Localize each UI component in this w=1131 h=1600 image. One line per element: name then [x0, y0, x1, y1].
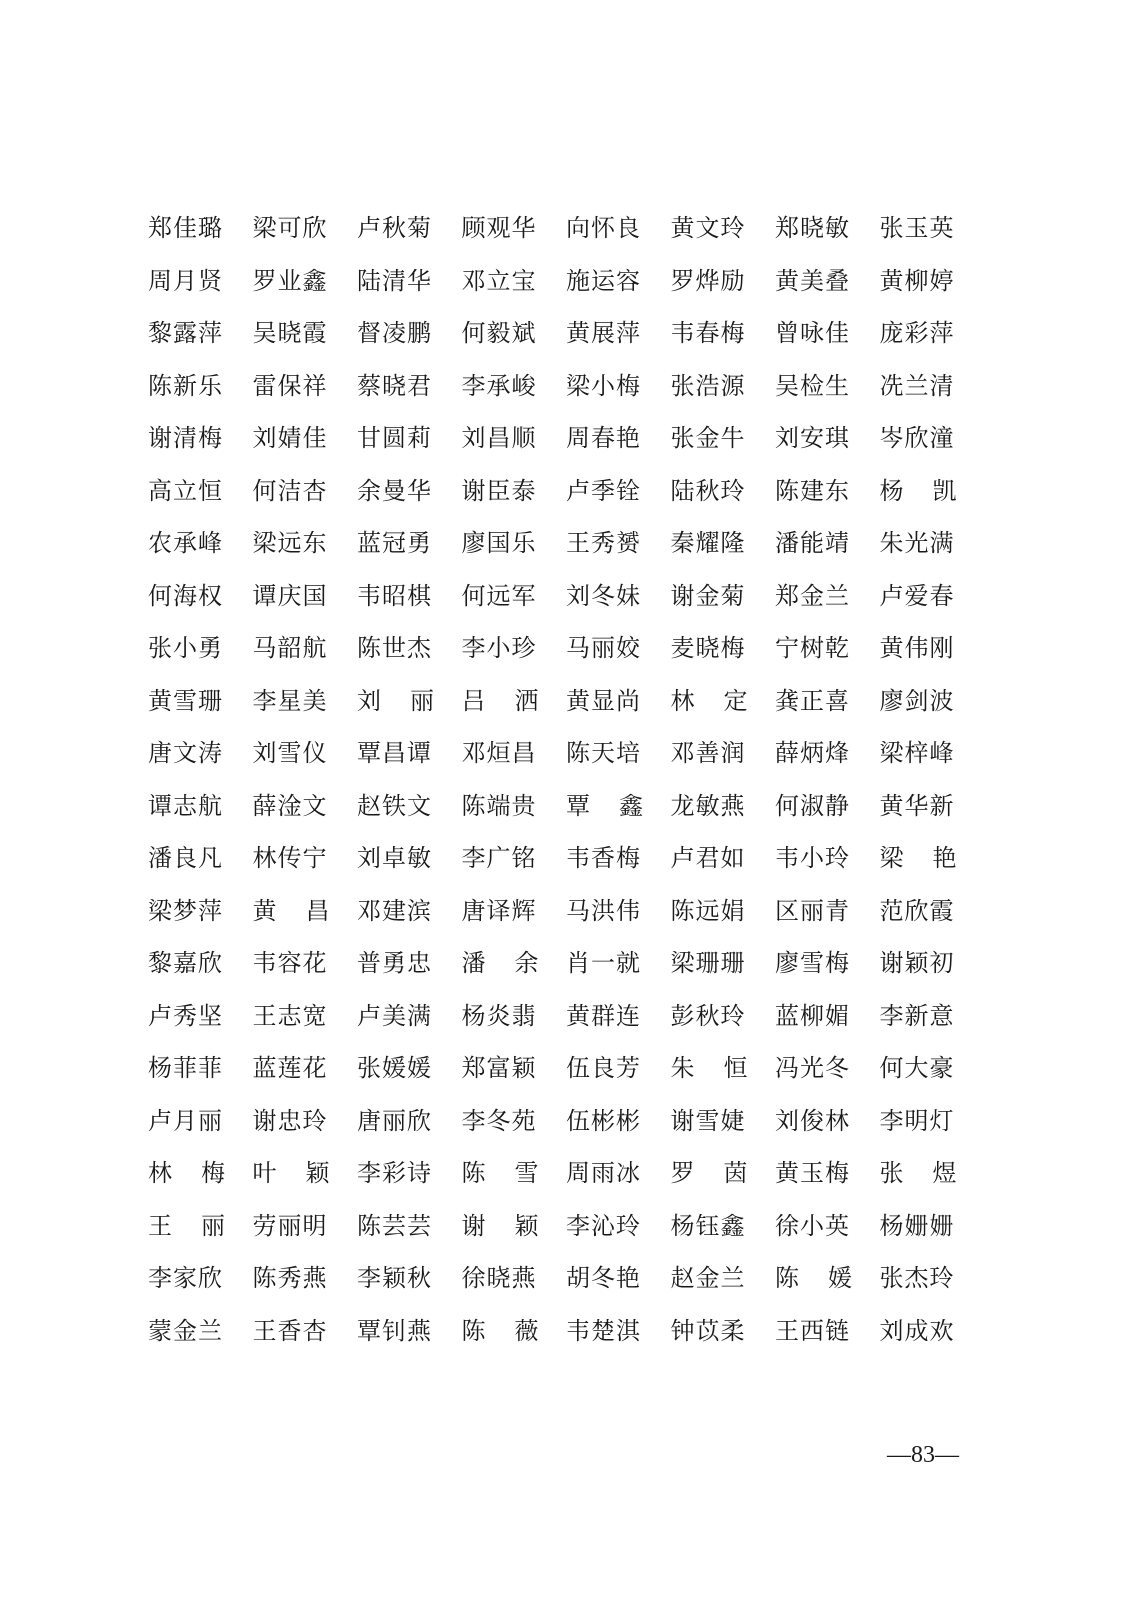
- name-entry: 唐译辉: [461, 896, 537, 925]
- name-entry: 谭志航: [148, 791, 223, 820]
- name-entry: 唐丽欣: [357, 1106, 432, 1135]
- name-entry: 谢颖初: [879, 949, 955, 977]
- name-entry: 麦晓梅: [670, 634, 746, 662]
- name-entry: 周雨冰: [566, 1159, 641, 1187]
- name-entry: 邓立宝: [461, 266, 537, 295]
- name-entry: 农承峰: [148, 529, 223, 557]
- name-entry: 李家欣: [148, 1264, 223, 1292]
- name-entry: 劳丽明: [252, 1211, 328, 1240]
- name-entry: 卢爱春: [879, 581, 955, 610]
- name-entry: 肖一就: [566, 949, 641, 977]
- name-entry: 黄玉梅: [775, 1159, 850, 1187]
- name-entry: 宁树乾: [775, 634, 850, 662]
- name-entry: 龚正喜: [775, 686, 850, 715]
- name-entry: 李颖秋: [357, 1264, 432, 1292]
- name-entry: 李冬苑: [461, 1106, 537, 1135]
- name-entry: 朱光满: [879, 529, 955, 557]
- name-entry: 杨钰鑫: [670, 1211, 746, 1240]
- name-entry: 谢臣泰: [461, 476, 537, 505]
- name-entry: 梁远东: [252, 529, 328, 557]
- name-entry: 张浩源: [670, 371, 746, 400]
- name-entry: 谢清梅: [148, 424, 223, 452]
- name-entry: 钟苡柔: [670, 1316, 746, 1345]
- name-entry: 卢秀坚: [148, 1001, 223, 1030]
- name-entry: 韦昭棋: [357, 581, 432, 610]
- name-entry: 陈世杰: [357, 634, 432, 662]
- page-number: —83—: [887, 1442, 959, 1468]
- name-entry: 黄昌: [252, 896, 331, 925]
- name-entry: 叶颖: [252, 1159, 331, 1187]
- name-entry: 张小勇: [148, 634, 223, 662]
- name-entry: 刘昌顺: [461, 424, 537, 452]
- name-entry: 刘安琪: [775, 424, 850, 452]
- name-entry: 潘能靖: [775, 529, 850, 557]
- name-entry: 普勇忠: [357, 949, 432, 977]
- name-entry: 赵铁文: [357, 791, 432, 820]
- name-entry: 周月贤: [148, 266, 223, 295]
- name-entry: 刘成欢: [879, 1316, 955, 1345]
- name-entry: 李明灯: [879, 1106, 955, 1135]
- name-entry: 曾咏佳: [775, 319, 850, 347]
- name-entry: 刘丽: [357, 686, 435, 715]
- name-entry: 梁可欣: [252, 214, 328, 242]
- name-entry: 卢季铨: [566, 476, 641, 505]
- name-entry: 潘余: [461, 949, 540, 977]
- name-entry: 陈天培: [566, 739, 641, 767]
- name-entry: 王志宽: [252, 1001, 328, 1030]
- name-entry: 何淑静: [775, 791, 850, 820]
- name-entry: 李承峻: [461, 371, 537, 400]
- name-entry: 龙敏燕: [670, 791, 746, 820]
- name-entry: 雷保祥: [252, 371, 328, 400]
- name-entry: 梁小梅: [566, 371, 641, 400]
- name-entry: 谢雪婕: [670, 1106, 746, 1135]
- name-entry: 高立恒: [148, 476, 223, 505]
- name-entry: 谢颖: [461, 1211, 540, 1240]
- name-entry: 李新意: [879, 1001, 955, 1030]
- name-entry: 庞彩萍: [879, 319, 955, 347]
- name-entry: 胡冬艳: [566, 1264, 641, 1292]
- name-entry: 王秀赟: [566, 529, 641, 557]
- name-entry: 覃鑫: [566, 791, 644, 820]
- name-entry: 刘俊林: [775, 1106, 850, 1135]
- name-entry: 徐小英: [775, 1211, 850, 1240]
- name-entry: 区丽青: [775, 896, 850, 925]
- name-entry: 谢金菊: [670, 581, 746, 610]
- name-entry: 徐晓燕: [461, 1264, 537, 1292]
- name-entry: 彭秋玲: [670, 1001, 746, 1030]
- name-entry: 张金牛: [670, 424, 746, 452]
- name-entry: 秦耀隆: [670, 529, 746, 557]
- name-entry: 郑佳璐: [148, 214, 223, 242]
- name-entry: 邓烜昌: [461, 739, 537, 767]
- name-entry: 韦容花: [252, 949, 328, 977]
- name-entry: 罗烨励: [670, 266, 746, 295]
- name-entry: 杨菲菲: [148, 1054, 223, 1082]
- name-entry: 刘雪仪: [252, 739, 328, 767]
- name-entry: 王丽: [148, 1211, 226, 1240]
- name-entry: 陈建东: [775, 476, 850, 505]
- name-entry: 范欣霞: [879, 896, 955, 925]
- name-entry: 顾观华: [461, 214, 537, 242]
- name-entry: 陈媛: [775, 1264, 853, 1292]
- name-entry: 王香杏: [252, 1316, 328, 1345]
- name-entry: 郑金兰: [775, 581, 850, 610]
- name-entry: 薛炳烽: [775, 739, 850, 767]
- name-entry: 马洪伟: [566, 896, 641, 925]
- name-entry: 罗业鑫: [252, 266, 328, 295]
- name-entry: 韦小玲: [775, 844, 850, 872]
- name-entry: 王西链: [775, 1316, 850, 1345]
- name-entry: 马韶航: [252, 634, 328, 662]
- name-entry: 赵金兰: [670, 1264, 746, 1292]
- name-entry: 张杰玲: [879, 1264, 955, 1292]
- name-entry: 岑欣潼: [879, 424, 955, 452]
- name-entry: 马丽姣: [566, 634, 641, 662]
- name-entry: 蔡晓君: [357, 371, 432, 400]
- name-list: [148, 208, 968, 1363]
- name-entry: 廖剑波: [879, 686, 955, 715]
- name-entry: 黄华新: [879, 791, 955, 820]
- name-entry: 薛淦文: [252, 791, 328, 820]
- name-entry: 周春艳: [566, 424, 641, 452]
- name-entry: 何海权: [148, 581, 223, 610]
- name-entry: 杨姗姗: [879, 1211, 955, 1240]
- name-entry: 黄美叠: [775, 266, 850, 295]
- name-entry: 潘良凡: [148, 844, 223, 872]
- name-entry: 张煜: [879, 1159, 958, 1187]
- name-entry: 陈芸芸: [357, 1211, 432, 1240]
- name-entry: 黄文玲: [670, 214, 746, 242]
- name-entry: 罗茵: [670, 1159, 749, 1187]
- name-entry: 郑晓敏: [775, 214, 850, 242]
- name-entry: 张玉英: [879, 214, 955, 242]
- name-entry: 何大豪: [879, 1054, 955, 1082]
- name-entry: 蓝柳媚: [775, 1001, 850, 1030]
- name-entry: 李沁玲: [566, 1211, 641, 1240]
- name-entry: 梁梓峰: [879, 739, 955, 767]
- name-entry: 韦楚淇: [566, 1316, 641, 1345]
- name-entry: 邓建滨: [357, 896, 432, 925]
- name-entry: 冼兰清: [879, 371, 955, 400]
- name-entry: 黄伟刚: [879, 634, 955, 662]
- name-entry: 李星美: [252, 686, 328, 715]
- name-entry: 李小珍: [461, 634, 537, 662]
- name-entry: 卢月丽: [148, 1106, 223, 1135]
- name-entry: 杨炎翡: [461, 1001, 537, 1030]
- name-entry: 郑富颖: [461, 1054, 537, 1082]
- name-entry: 陈新乐: [148, 371, 223, 400]
- name-entry: 刘卓敏: [357, 844, 432, 872]
- name-entry: 何远军: [461, 581, 537, 610]
- name-entry: 黎露萍: [148, 319, 223, 347]
- name-entry: 陆清华: [357, 266, 432, 295]
- name-entry: 梁梦萍: [148, 896, 223, 925]
- name-entry: 吕洒: [461, 686, 540, 715]
- name-entry: 张媛媛: [357, 1054, 432, 1082]
- name-entry: 谢忠玲: [252, 1106, 328, 1135]
- name-entry: 廖雪梅: [775, 949, 850, 977]
- name-entry: 伍良芳: [566, 1054, 641, 1082]
- name-entry: 吴晓霞: [252, 319, 328, 347]
- name-entry: 李彩诗: [357, 1159, 432, 1187]
- name-entry: 黄展萍: [566, 319, 641, 347]
- name-entry: 陈远娟: [670, 896, 746, 925]
- name-entry: 唐文涛: [148, 739, 223, 767]
- name-entry: 卢美满: [357, 1001, 432, 1030]
- name-entry: 甘圆莉: [357, 424, 432, 452]
- name-entry: 何洁杏: [252, 476, 328, 505]
- name-entry: 陆秋玲: [670, 476, 746, 505]
- name-entry: 邓善润: [670, 739, 746, 767]
- name-entry: 向怀良: [566, 214, 641, 242]
- name-entry: 林传宁: [252, 844, 328, 872]
- name-entry: 卢秋菊: [357, 214, 432, 242]
- name-entry: 陈雪: [461, 1159, 540, 1187]
- name-entry: 陈秀燕: [252, 1264, 328, 1292]
- name-entry: 朱恒: [670, 1054, 749, 1082]
- name-entry: 施运容: [566, 266, 641, 295]
- name-entry: 伍彬彬: [566, 1106, 641, 1135]
- name-entry: 卢君如: [670, 844, 746, 872]
- name-entry: 陈薇: [461, 1316, 540, 1345]
- name-entry: 黄柳婷: [879, 266, 955, 295]
- name-entry: 韦香梅: [566, 844, 641, 872]
- name-entry: 韦春梅: [670, 319, 746, 347]
- name-entry: 林定: [670, 686, 749, 715]
- name-entry: 梁艳: [879, 844, 958, 872]
- name-entry: 蓝冠勇: [357, 529, 432, 557]
- name-entry: 余曼华: [357, 476, 432, 505]
- name-entry: 李广铭: [461, 844, 537, 872]
- name-entry: 冯光冬: [775, 1054, 850, 1082]
- name-entry: 覃钊燕: [357, 1316, 432, 1345]
- name-entry: 黄显尚: [566, 686, 641, 715]
- name-entry: 杨凯: [879, 476, 958, 505]
- name-entry: 蓝莲花: [252, 1054, 328, 1082]
- name-entry: 刘婧佳: [252, 424, 328, 452]
- name-entry: 吴检生: [775, 371, 850, 400]
- name-entry: 黄群连: [566, 1001, 641, 1030]
- name-entry: 廖国乐: [461, 529, 537, 557]
- name-entry: 谭庆国: [252, 581, 328, 610]
- name-entry: 黄雪珊: [148, 686, 223, 715]
- name-entry: 黎嘉欣: [148, 949, 223, 977]
- name-entry: 蒙金兰: [148, 1316, 223, 1345]
- name-entry: 刘冬妹: [566, 581, 641, 610]
- name-entry: 陈端贵: [461, 791, 537, 820]
- name-entry: 督凌鹏: [357, 319, 432, 347]
- name-entry: 梁珊珊: [670, 949, 746, 977]
- name-entry: 覃昌谭: [357, 739, 432, 767]
- name-entry: 何毅斌: [461, 319, 537, 347]
- name-entry: 林梅: [148, 1159, 226, 1187]
